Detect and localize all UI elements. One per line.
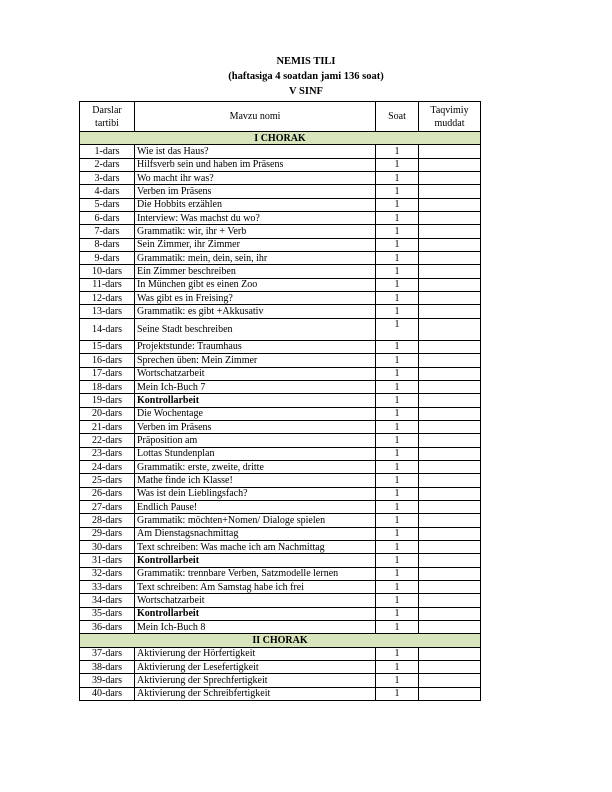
table-row [80,647,481,660]
table-row [80,318,481,340]
hours-cell: 1 [376,474,419,487]
lesson-number-cell: 2-dars [80,158,135,171]
hours-cell: 1 [376,305,419,318]
calendar-cell [419,407,481,420]
table-row [80,238,481,251]
table-row [80,500,481,513]
hours-cell: 1 [376,292,419,305]
lesson-number-cell: 22-dars [80,434,135,447]
hours-cell: 1 [376,567,419,580]
hours-cell: 1 [376,674,419,687]
hours-cell: 1 [376,212,419,225]
calendar-cell [419,305,481,318]
table-row [80,514,481,527]
table-row [80,380,481,393]
column-header-topic: Mavzu nomi [135,102,376,132]
hours-cell: 1 [376,581,419,594]
calendar-cell [419,225,481,238]
table-body [80,132,481,701]
calendar-cell [419,487,481,500]
topic-cell: Projektstunde: Traumhaus [135,340,376,353]
hours-cell: 1 [376,265,419,278]
lesson-number-cell: 17-dars [80,367,135,380]
lesson-number-cell: 18-dars [80,380,135,393]
topic-cell: Kontrollarbeit [135,394,376,407]
topic-cell: Mein Ich-Buch 8 [135,621,376,634]
hours-cell: 1 [376,158,419,171]
table-row [80,278,481,291]
calendar-cell [419,687,481,700]
hours-cell: 1 [376,554,419,567]
hours-cell: 1 [376,661,419,674]
hours-cell: 1 [376,367,419,380]
calendar-cell [419,447,481,460]
lesson-number-cell: 24-dars [80,460,135,473]
topic-cell: Grammatik: es gibt +Akkusativ [135,305,376,318]
calendar-cell [419,278,481,291]
topic-cell: Text schreiben: Am Samstag habe ich frei [135,581,376,594]
hours-cell: 1 [376,145,419,158]
topic-cell: Aktivierung der Schreibfertigkeit [135,687,376,700]
lesson-number-cell: 7-dars [80,225,135,238]
topic-cell: Endlich Pause! [135,500,376,513]
topic-cell: Die Hobbits erzählen [135,198,376,211]
lesson-number-cell: 14-dars [80,318,135,340]
table-row [80,394,481,407]
lesson-number-cell: 36-dars [80,621,135,634]
topic-cell: Aktivierung der Sprechfertigkeit [135,674,376,687]
topic-cell: Wo macht ihr was? [135,172,376,185]
table-row [80,487,481,500]
topic-cell: Am Dienstagsnachmittag [135,527,376,540]
calendar-cell [419,420,481,433]
calendar-cell [419,238,481,251]
lesson-number-cell: 31-dars [80,554,135,567]
document-title: NEMIS TILI [276,56,336,67]
table-row [80,474,481,487]
calendar-cell [419,158,481,171]
hours-cell: 1 [376,514,419,527]
lesson-number-cell: 20-dars [80,407,135,420]
calendar-cell [419,621,481,634]
hours-cell: 1 [376,447,419,460]
table-row [80,367,481,380]
hours-cell: 1 [376,607,419,620]
lesson-number-cell: 4-dars [80,185,135,198]
lesson-number-cell: 15-dars [80,340,135,353]
calendar-cell [419,661,481,674]
table-row [80,198,481,211]
calendar-cell [419,252,481,265]
lesson-number-cell: 32-dars [80,567,135,580]
hours-cell: 1 [376,647,419,660]
topic-cell: Wie ist das Haus? [135,145,376,158]
lesson-number-cell: 10-dars [80,265,135,278]
table-row [80,554,481,567]
lesson-number-cell: 33-dars [80,581,135,594]
hours-cell: 1 [376,460,419,473]
table-row [80,252,481,265]
topic-cell: Grammatik: erste, zweite, dritte [135,460,376,473]
column-header-calendar: Taqvimiy muddat [419,102,481,132]
topic-cell: Die Wochentage [135,407,376,420]
lesson-number-cell: 3-dars [80,172,135,185]
calendar-cell [419,607,481,620]
table-row [80,420,481,433]
table-row [80,607,481,620]
hours-cell: 1 [376,225,419,238]
hours-cell: 1 [376,540,419,553]
quarter-row [80,634,481,647]
column-header-hours: Soat [376,102,419,132]
lesson-number-cell: 1-dars [80,145,135,158]
calendar-cell [419,172,481,185]
topic-cell: In München gibt es einen Zoo [135,278,376,291]
table-row [80,447,481,460]
calendar-cell [419,185,481,198]
lesson-number-cell: 19-dars [80,394,135,407]
lesson-number-cell: 37-dars [80,647,135,660]
table-row [80,212,481,225]
lesson-number-cell: 12-dars [80,292,135,305]
topic-cell: Kontrollarbeit [135,607,376,620]
hours-cell: 1 [376,340,419,353]
table-row [80,581,481,594]
calendar-cell [419,394,481,407]
hours-cell: 1 [376,434,419,447]
hours-cell: 1 [376,420,419,433]
hours-cell: 1 [376,687,419,700]
table-row [80,674,481,687]
lesson-number-cell: 23-dars [80,447,135,460]
calendar-cell [419,318,481,340]
table-row [80,354,481,367]
topic-cell: Verben im Präsens [135,420,376,433]
lesson-number-cell: 6-dars [80,212,135,225]
topic-cell: Text schreiben: Was mache ich am Nachmittag [135,540,376,553]
table-row [80,265,481,278]
topic-cell: Grammatik: möchten+Nomen/ Dialoge spielen [135,514,376,527]
topic-cell: Was ist dein Lieblingsfach? [135,487,376,500]
lesson-number-cell: 27-dars [80,500,135,513]
topic-cell: Lottas Stundenplan [135,447,376,460]
topic-cell: Kontrollarbeit [135,554,376,567]
calendar-cell [419,581,481,594]
calendar-cell [419,514,481,527]
hours-cell: 1 [376,252,419,265]
calendar-cell [419,367,481,380]
topic-cell: Aktivierung der Hörfertigkeit [135,647,376,660]
topic-cell: Aktivierung der Lesefertigkeit [135,661,376,674]
table-row [80,540,481,553]
topic-cell: Präposition am [135,434,376,447]
table-row [80,687,481,700]
table-row [80,305,481,318]
lesson-number-cell: 25-dars [80,474,135,487]
hours-cell: 1 [376,500,419,513]
document-subtitle: (haftasiga 4 soatdan jami 136 soat) [228,71,384,82]
calendar-cell [419,354,481,367]
topic-cell: Grammatik: mein, dein, sein, ihr [135,252,376,265]
lesson-number-cell: 11-dars [80,278,135,291]
calendar-cell [419,212,481,225]
table-row [80,434,481,447]
calendar-cell [419,594,481,607]
table-row [80,407,481,420]
calendar-cell [419,340,481,353]
table-row [80,185,481,198]
lesson-number-cell: 38-dars [80,661,135,674]
table-row [80,460,481,473]
column-header-lesson-order: Darslar tartibi [80,102,135,132]
quarter-label: II CHORAK [80,634,481,647]
calendar-cell [419,434,481,447]
hours-cell: 1 [376,487,419,500]
hours-cell: 1 [376,198,419,211]
hours-cell: 1 [376,527,419,540]
calendar-cell [419,474,481,487]
topic-cell: Sein Zimmer, ihr Zimmer [135,238,376,251]
lesson-number-cell: 39-dars [80,674,135,687]
hours-cell: 1 [376,172,419,185]
lesson-number-cell: 21-dars [80,420,135,433]
table-row [80,172,481,185]
lesson-number-cell: 34-dars [80,594,135,607]
lesson-number-cell: 35-dars [80,607,135,620]
table-row [80,292,481,305]
calendar-cell [419,265,481,278]
hours-cell: 1 [376,407,419,420]
table-row [80,621,481,634]
hours-cell: 1 [376,354,419,367]
topic-cell: Verben im Präsens [135,185,376,198]
calendar-cell [419,460,481,473]
hours-cell: 1 [376,185,419,198]
calendar-cell [419,380,481,393]
topic-cell: Hilfsverb sein und haben im Präsens [135,158,376,171]
calendar-cell [419,145,481,158]
topic-cell: Ein Zimmer beschreiben [135,265,376,278]
document-header [0,54,612,99]
topic-cell: Interview: Was machst du wo? [135,212,376,225]
lesson-plan-table [79,101,481,701]
table-row [80,158,481,171]
table-row [80,527,481,540]
lesson-number-cell: 9-dars [80,252,135,265]
lesson-number-cell: 40-dars [80,687,135,700]
calendar-cell [419,540,481,553]
quarter-label: I CHORAK [80,132,481,145]
topic-cell: Grammatik: wir, ihr + Verb [135,225,376,238]
calendar-cell [419,674,481,687]
calendar-cell [419,527,481,540]
grade-label: V SINF [289,86,323,97]
lesson-number-cell: 5-dars [80,198,135,211]
calendar-cell [419,647,481,660]
calendar-cell [419,500,481,513]
topic-cell: Seine Stadt beschreiben [135,318,376,340]
lesson-number-cell: 16-dars [80,354,135,367]
hours-cell: 1 [376,238,419,251]
hours-cell: 1 [376,594,419,607]
topic-cell: Wortschatzarbeit [135,367,376,380]
lesson-number-cell: 8-dars [80,238,135,251]
table-row [80,340,481,353]
table-row [80,145,481,158]
hours-cell: 1 [376,394,419,407]
hours-cell: 1 [376,621,419,634]
table-row [80,594,481,607]
lesson-number-cell: 28-dars [80,514,135,527]
topic-cell: Mein Ich-Buch 7 [135,380,376,393]
calendar-cell [419,198,481,211]
hours-cell: 1 [376,380,419,393]
lesson-number-cell: 13-dars [80,305,135,318]
table-row [80,567,481,580]
calendar-cell [419,554,481,567]
table-header-row [80,102,481,132]
quarter-row [80,132,481,145]
topic-cell: Grammatik: trennbare Verben, Satzmodelle lernen [135,567,376,580]
lesson-number-cell: 29-dars [80,527,135,540]
calendar-cell [419,292,481,305]
table-row [80,225,481,238]
topic-cell: Sprechen üben: Mein Zimmer [135,354,376,367]
topic-cell: Mathe finde ich Klasse! [135,474,376,487]
lesson-number-cell: 26-dars [80,487,135,500]
topic-cell: Wortschatzarbeit [135,594,376,607]
table-row [80,661,481,674]
lesson-number-cell: 30-dars [80,540,135,553]
topic-cell: Was gibt es in Freising? [135,292,376,305]
calendar-cell [419,567,481,580]
hours-cell: 1 [376,318,419,340]
hours-cell: 1 [376,278,419,291]
